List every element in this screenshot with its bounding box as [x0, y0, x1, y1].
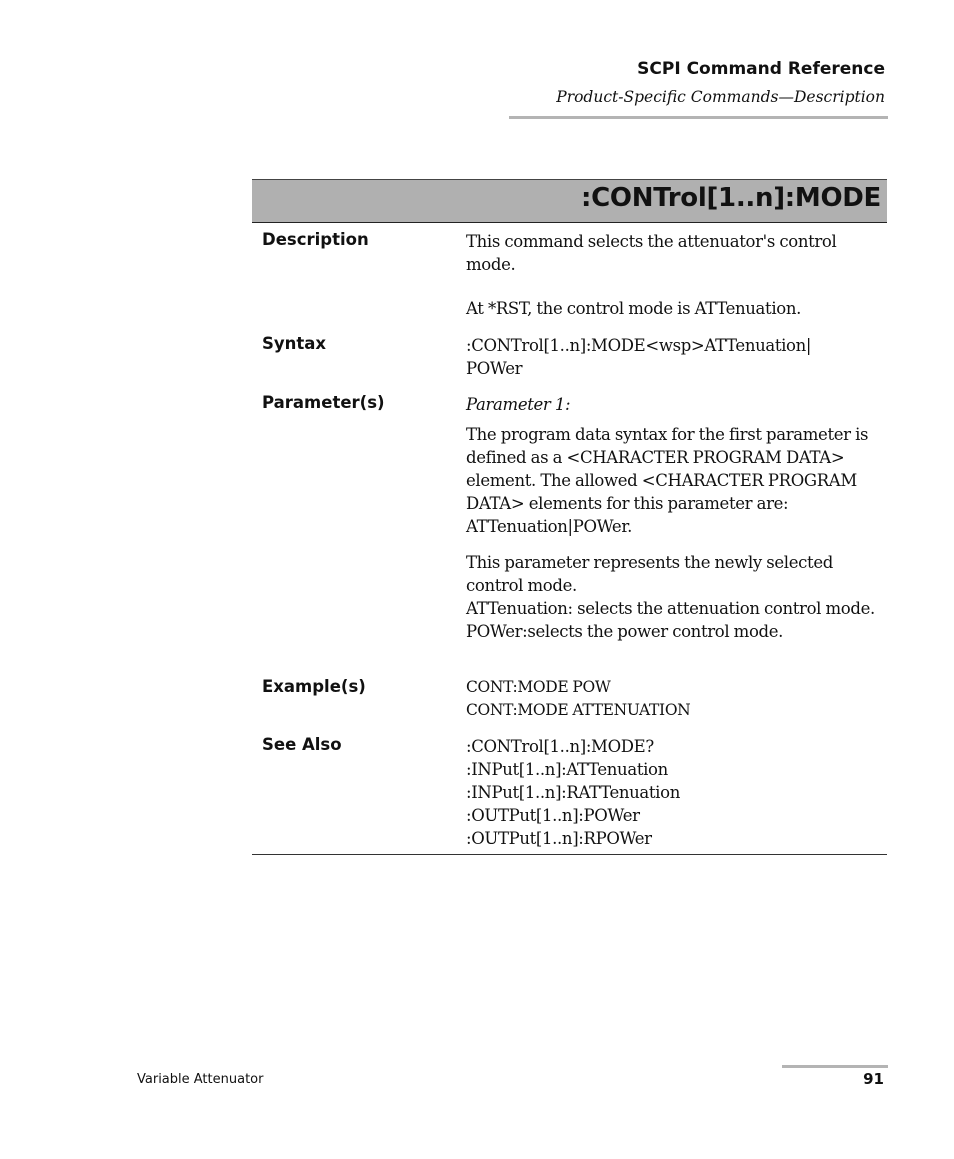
footer-product-name: Variable Attenuator: [137, 1072, 264, 1087]
parameters-label: Parameter(s): [262, 393, 385, 412]
see-also-label: See Also: [262, 735, 342, 754]
see-also-line: :OUTPut[1..n]:POWer: [466, 806, 640, 825]
page-number: 91: [863, 1070, 884, 1088]
see-also-line: :CONTrol[1..n]:MODE?: [466, 737, 654, 756]
parameter-heading: Parameter 1:: [466, 395, 571, 414]
running-header-title: SCPI Command Reference: [637, 59, 885, 79]
examples-label: Example(s): [262, 677, 366, 696]
syntax-text: [466, 334, 884, 380]
command-title: :CONTrol[1..n]:MODE: [581, 183, 881, 213]
header-rule: [509, 116, 888, 119]
description-line: This command selects the attenuator's control mode.: [466, 232, 837, 274]
syntax-label: Syntax: [262, 334, 327, 353]
command-title-band: [252, 179, 887, 223]
see-also-line: :INPut[1..n]:ATTenuation: [466, 760, 668, 779]
examples-text: [466, 676, 884, 722]
parameter-line: POWer:selects the power control mode.: [466, 622, 784, 641]
example-line: CONT:MODE POW: [466, 678, 611, 696]
description-line: At *RST, the control mode is ATTenuation.: [466, 299, 801, 318]
footer-rule: [782, 1065, 888, 1068]
parameters-text: [466, 393, 884, 643]
see-also-line: :OUTPut[1..n]:RPOWer: [466, 829, 652, 848]
example-line: CONT:MODE ATTENUATION: [466, 701, 691, 719]
see-also-text: [466, 735, 884, 850]
syntax-line: POWer: [466, 359, 523, 378]
running-header-subtitle: Product-Specific Commands—Description: [556, 88, 885, 106]
table-bottom-rule: [252, 854, 887, 855]
parameter-line: This parameter represents the newly selected control mode.: [466, 553, 833, 595]
parameter-paragraph: The program data syntax for the first parameter is defined as a <CHARACTER PROGRAM DATA> element. The allowed <CHARACTER PROGRAM DATA> elements for this parameter are: ATTenuation|POWer.: [466, 425, 869, 536]
parameter-line: ATTenuation: selects the attenuation control mode.: [466, 599, 875, 618]
syntax-line: :CONTrol[1..n]:MODE<wsp>ATTenuation|: [466, 336, 812, 355]
see-also-line: :INPut[1..n]:RATTenuation: [466, 783, 680, 802]
description-text: [466, 230, 884, 320]
description-label: Description: [262, 230, 369, 249]
